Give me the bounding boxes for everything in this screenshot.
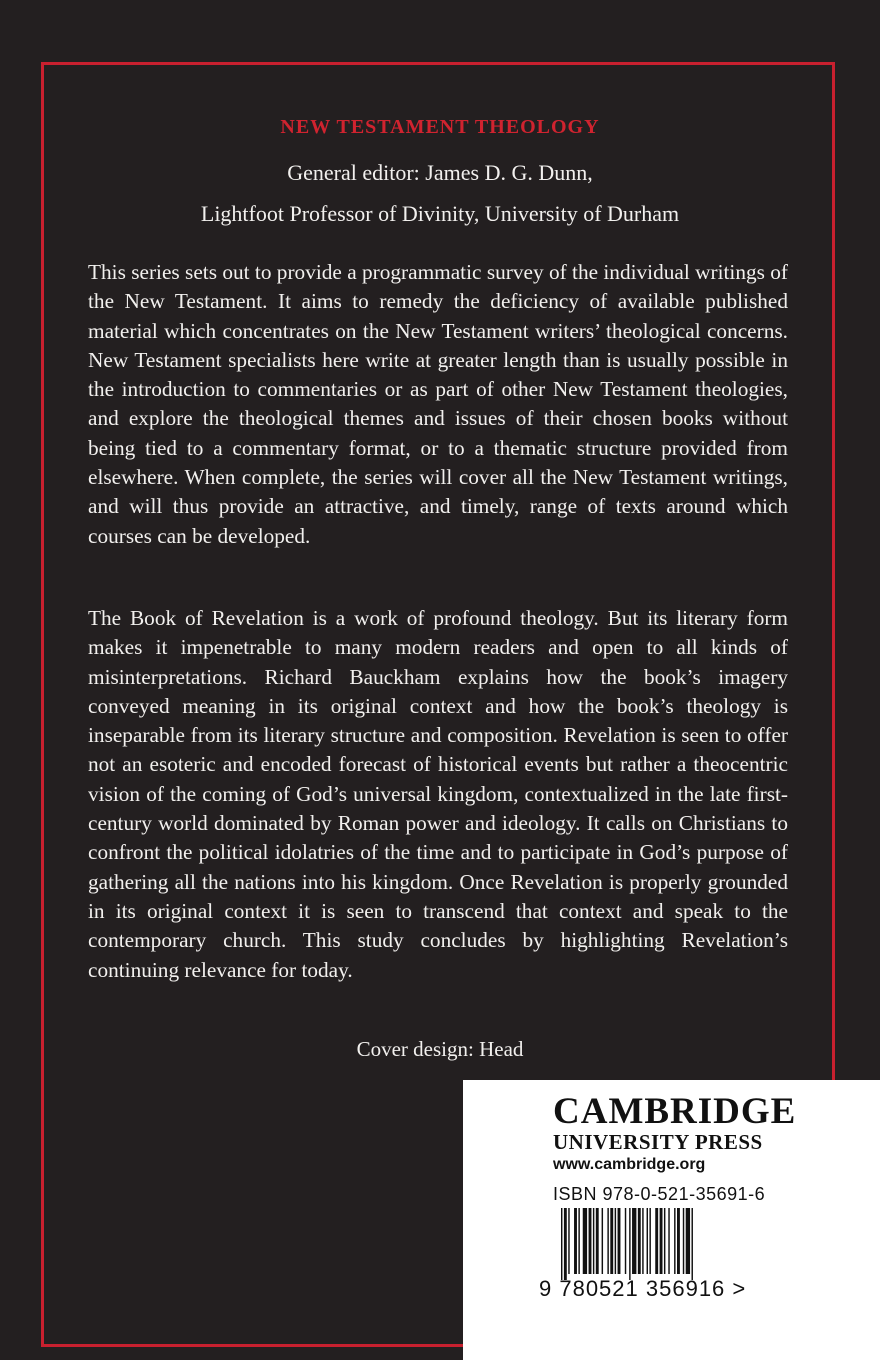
barcode-bar bbox=[610, 1208, 613, 1274]
barcode-number: 9 780521 356916 > bbox=[539, 1276, 747, 1301]
barcode-bar bbox=[615, 1208, 616, 1274]
barcode-bar bbox=[638, 1208, 641, 1274]
series-title: NEW TESTAMENT THEOLOGY bbox=[280, 116, 600, 138]
barcode-bar bbox=[642, 1208, 643, 1274]
publisher-name: CAMBRIDGE bbox=[553, 1091, 797, 1132]
barcode-bar bbox=[593, 1208, 594, 1274]
barcode-bar bbox=[602, 1208, 603, 1274]
barcode-bar bbox=[647, 1208, 648, 1274]
barcode-graphic bbox=[561, 1208, 777, 1280]
publisher-website: www.cambridge.org bbox=[553, 1156, 706, 1173]
barcode-bar bbox=[692, 1208, 693, 1280]
editor-affiliation-line: Lightfoot Professor of Divinity, University of Durham bbox=[200, 201, 680, 226]
barcode-bar bbox=[568, 1208, 569, 1274]
barcode-bar bbox=[596, 1208, 599, 1274]
barcode-bar bbox=[561, 1208, 562, 1280]
barcode-bar bbox=[683, 1208, 684, 1274]
barcode-bar bbox=[583, 1208, 587, 1274]
barcode-bar bbox=[660, 1208, 663, 1274]
series-description-paragraph: This series sets out to provide a programmatic survey of the individual writings of the New Testament. It aims to remedy the deficiency of available published material which concentrates on the New Testament writers’ theological concerns. New Testament specialists here write at greater length than is usually possible in the introduction to commentaries or as part of other New Testament theologies, and explore the theological themes and issues of their chosen books without being tied to a commentary format, or to a thematic structure provided from elsewhere. When complete, the series will cover all the New Testament writings, and will thus provide an attractive, and timely, range of texts around which courses can be developed. bbox=[88, 260, 788, 548]
barcode-bar bbox=[655, 1208, 658, 1274]
cover-design-credit: Cover design: Head bbox=[356, 1037, 524, 1061]
barcode-bar bbox=[607, 1208, 608, 1274]
barcode-bar bbox=[625, 1208, 626, 1274]
barcode-bars bbox=[561, 1208, 693, 1280]
barcode-bar bbox=[618, 1208, 621, 1274]
general-editor-line: General editor: James D. G. Dunn, bbox=[287, 160, 593, 185]
book-description-paragraph: The Book of Revelation is a work of profound theology. But its literary form makes it impenetrable to many modern readers and open to all kinds of misinterpretations. Richard Bauckham explains how the book’s imagery conveyed meaning in its original context and how the book’s theology is inseparable from its literary structure and composition. Revelation is seen to offer not an esoteric and encoded forecast of historical events but rather a theocentric vision of the coming of God’s universal kingdom, contextualized in the late first-century world dominated by Roman power and ideology. It calls on Christians to confront the political idolatries of the time and to participate in God’s purpose of gathering all the nations into his kingdom. Once Revelation is properly grounded in its original context it is seen to transcend that context and speak to the contemporary church. This study concludes by highlighting Revelation’s continuing relevance for today. bbox=[88, 606, 788, 982]
barcode-bar bbox=[649, 1208, 650, 1274]
barcode-bar bbox=[589, 1208, 592, 1274]
barcode-panel bbox=[463, 1080, 880, 1360]
barcode-bar bbox=[664, 1208, 665, 1274]
barcode-bar bbox=[677, 1208, 680, 1274]
barcode-bar bbox=[578, 1208, 579, 1274]
barcode-bar bbox=[668, 1208, 669, 1274]
publisher-press: UNIVERSITY PRESS bbox=[553, 1130, 763, 1154]
barcode-bar bbox=[686, 1208, 690, 1274]
barcode-bar bbox=[629, 1208, 630, 1280]
barcode-bar bbox=[674, 1208, 675, 1274]
barcode-bar bbox=[574, 1208, 577, 1274]
barcode-bar bbox=[632, 1208, 636, 1274]
barcode-bar bbox=[564, 1208, 567, 1280]
isbn-label: ISBN 978-0-521-35691-6 bbox=[553, 1184, 766, 1204]
